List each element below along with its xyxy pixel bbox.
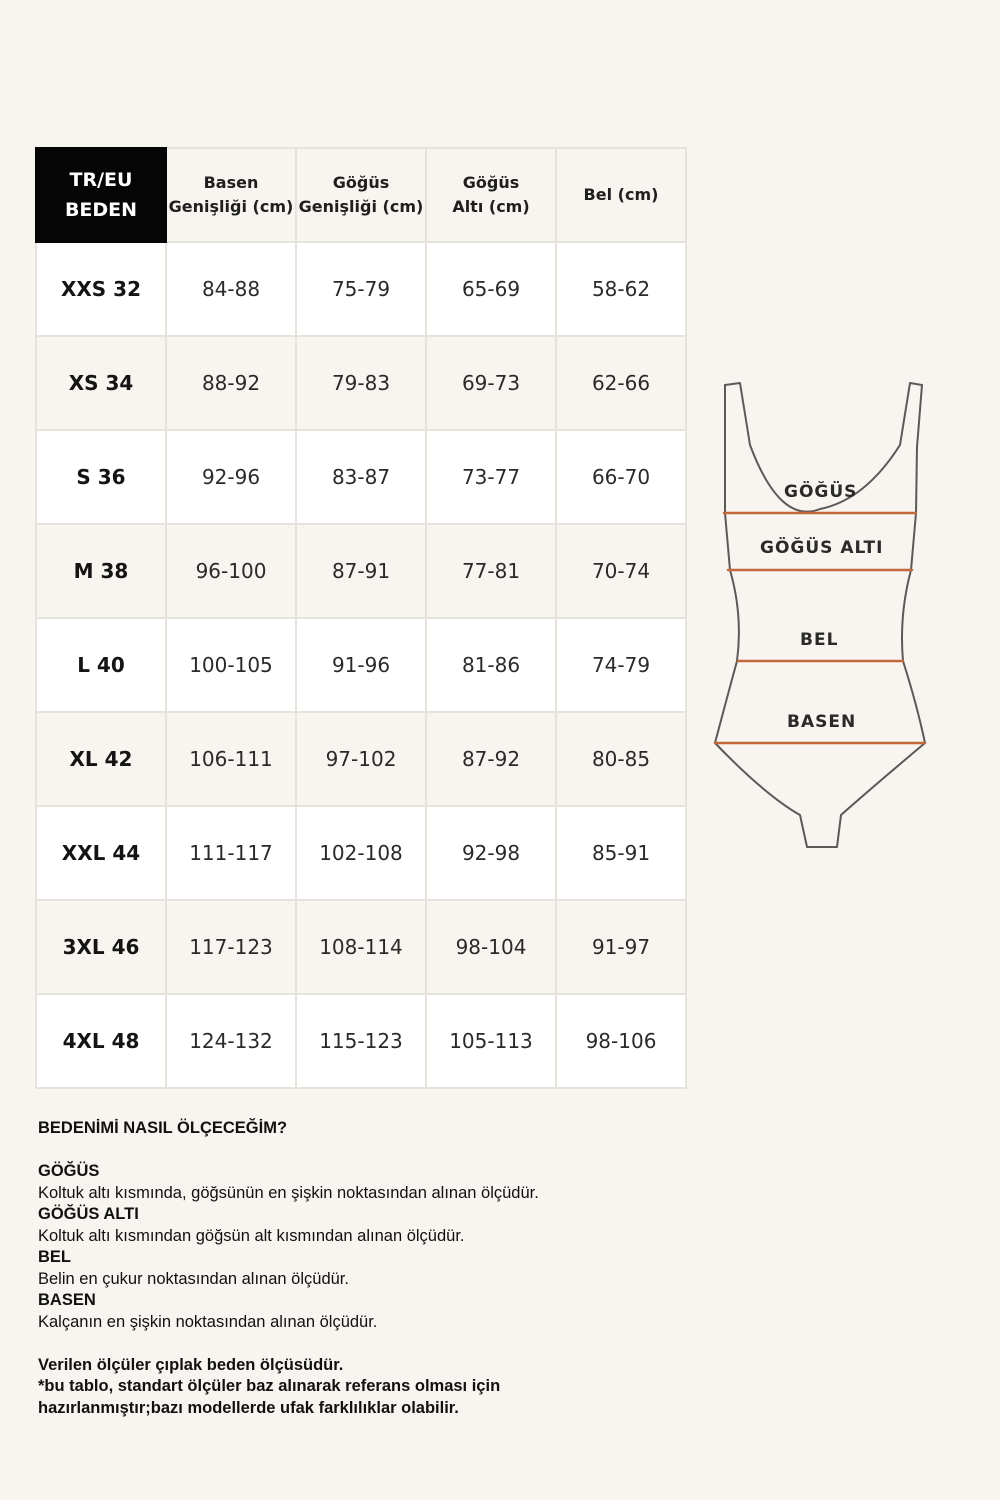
table-row	[36, 806, 686, 900]
spacer	[38, 1140, 938, 1162]
swimsuit-outline-icon	[705, 375, 940, 855]
waist-cell: 74-79	[556, 618, 686, 712]
bust-cell: 97-102	[296, 712, 426, 806]
size-cell: 3XL 46	[36, 900, 166, 994]
table-row	[36, 336, 686, 430]
guide-text-waist: Belin en çukur noktasından alınan ölçüdür.	[38, 1269, 349, 1288]
table-row	[36, 618, 686, 712]
underbust-cell: 87-92	[426, 712, 556, 806]
table-row	[36, 242, 686, 336]
size-chart-header-row	[36, 148, 686, 242]
bust-cell: 79-83	[296, 336, 426, 430]
spacer	[38, 1333, 938, 1355]
size-chart-table	[35, 147, 687, 1089]
table-row	[36, 712, 686, 806]
bust-cell: 115-123	[296, 994, 426, 1088]
guide-note-3: hazırlanmıştır;bazı modellerde ufak farklılıklar olabilir.	[38, 1398, 459, 1417]
waist-cell: 66-70	[556, 430, 686, 524]
waist-cell: 62-66	[556, 336, 686, 430]
hip-cell: 100-105	[166, 618, 296, 712]
waist-cell: 80-85	[556, 712, 686, 806]
bust-cell: 102-108	[296, 806, 426, 900]
underbust-cell: 77-81	[426, 524, 556, 618]
guide-text-underbust: Koltuk altı kısmından göğsün alt kısmından alınan ölçüdür.	[38, 1226, 465, 1245]
waist-cell: 85-91	[556, 806, 686, 900]
size-cell: XL 42	[36, 712, 166, 806]
table-row	[36, 900, 686, 994]
underbust-cell: 92-98	[426, 806, 556, 900]
figure-label-waist: BEL	[800, 630, 839, 650]
size-cell: XS 34	[36, 336, 166, 430]
bust-cell: 83-87	[296, 430, 426, 524]
underbust-cell: 105-113	[426, 994, 556, 1088]
underbust-cell: 69-73	[426, 336, 556, 430]
measuring-guide	[38, 1118, 938, 1419]
table-row	[36, 524, 686, 618]
underbust-cell: 65-69	[426, 242, 556, 336]
size-cell: L 40	[36, 618, 166, 712]
hip-cell: 106-111	[166, 712, 296, 806]
header-hip-width: Basen Genişliği (cm)	[166, 148, 296, 242]
guide-heading-hip: BASEN	[38, 1291, 96, 1309]
hip-cell: 88-92	[166, 336, 296, 430]
guide-text-hip: Kalçanın en şişkin noktasından alınan ölçüdür.	[38, 1312, 378, 1331]
hip-cell: 92-96	[166, 430, 296, 524]
header-size: TR/EU BEDEN	[36, 148, 166, 242]
waist-cell: 58-62	[556, 242, 686, 336]
bust-cell: 108-114	[296, 900, 426, 994]
waist-cell: 98-106	[556, 994, 686, 1088]
guide-heading-waist: BEL	[38, 1248, 71, 1266]
table-row	[36, 994, 686, 1088]
underbust-cell: 73-77	[426, 430, 556, 524]
size-cell: M 38	[36, 524, 166, 618]
hip-cell: 96-100	[166, 524, 296, 618]
swimsuit-measurement-figure	[705, 375, 940, 855]
bust-cell: 91-96	[296, 618, 426, 712]
header-underbust: Göğüs Altı (cm)	[426, 148, 556, 242]
size-cell: XXL 44	[36, 806, 166, 900]
size-cell: XXS 32	[36, 242, 166, 336]
figure-label-underbust: GÖĞÜS ALTI	[760, 538, 884, 558]
hip-cell: 117-123	[166, 900, 296, 994]
bust-cell: 75-79	[296, 242, 426, 336]
underbust-cell: 98-104	[426, 900, 556, 994]
hip-cell: 84-88	[166, 242, 296, 336]
size-cell: 4XL 48	[36, 994, 166, 1088]
hip-cell: 124-132	[166, 994, 296, 1088]
guide-heading-bust: GÖĞÜS	[38, 1162, 100, 1180]
table-row	[36, 430, 686, 524]
guide-note-1: Verilen ölçüler çıplak beden ölçüsüdür.	[38, 1355, 344, 1374]
bust-cell: 87-91	[296, 524, 426, 618]
underbust-cell: 81-86	[426, 618, 556, 712]
figure-label-hip: BASEN	[787, 712, 857, 732]
header-waist: Bel (cm)	[556, 148, 686, 242]
header-bust-width: Göğüs Genişliği (cm)	[296, 148, 426, 242]
guide-text-bust: Koltuk altı kısmında, göğsünün en şişkin noktasından alınan ölçüdür.	[38, 1183, 539, 1202]
hip-cell: 111-117	[166, 806, 296, 900]
size-cell: S 36	[36, 430, 166, 524]
figure-label-bust: GÖĞÜS	[784, 482, 858, 502]
waist-cell: 91-97	[556, 900, 686, 994]
waist-cell: 70-74	[556, 524, 686, 618]
guide-note-2: *bu tablo, standart ölçüler baz alınarak referans olması için	[38, 1377, 501, 1395]
guide-heading-underbust: GÖĞÜS ALTI	[38, 1205, 139, 1223]
guide-title: BEDENİMİ NASIL ÖLÇECEĞİM?	[38, 1119, 288, 1137]
